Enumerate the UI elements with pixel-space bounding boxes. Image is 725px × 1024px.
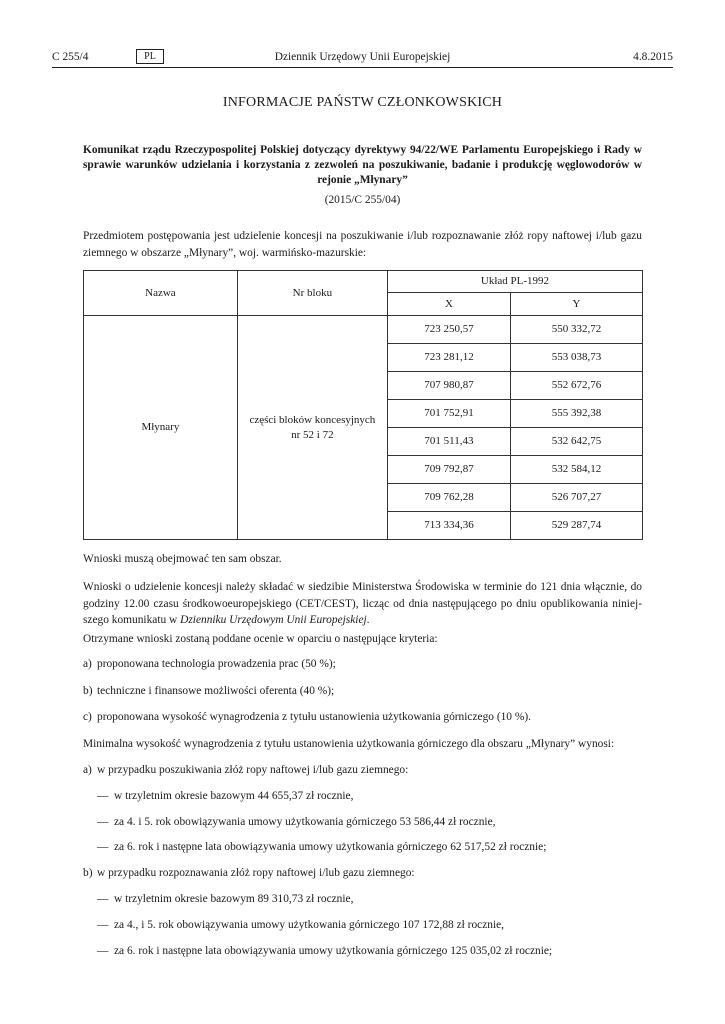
block-text-line2: nr 52 i 72 (291, 428, 334, 441)
remuneration-heading: w przypadku rozpoznawania złóż ropy naftowej i/lub gazu ziemnego: (97, 867, 415, 879)
list-marker: b) (83, 867, 93, 879)
criteria-intro: Otrzymane wnioski zostaną poddane ocenie w oparciu o następujące kryteria: (83, 633, 438, 645)
dash-marker: — (97, 945, 109, 957)
table-header-row (84, 271, 643, 293)
section-title: INFORMACJE PAŃSTW CZŁONKOWSKICH (222, 95, 503, 110)
block-cell (237, 316, 387, 540)
list-item (83, 710, 663, 725)
area-name-cell: Młynary (84, 316, 238, 540)
column-header-name: Nazwa (84, 271, 238, 316)
list-item (83, 657, 663, 672)
dash-marker: — (97, 816, 109, 828)
list-item (97, 789, 657, 804)
page-reference: C 255/4 (52, 51, 89, 63)
x-value-cell: 723 250,57 (387, 316, 510, 344)
list-marker: b) (83, 685, 93, 697)
criterion-text: techniczne i finansowe możliwości oferenta (40 %); (97, 685, 335, 697)
list-item (83, 763, 663, 778)
criterion-text: proponowana technologia prowadzenia prac (50 %); (97, 658, 336, 670)
remuneration-item: w trzyletnim okresie bazowym 44 655,37 zł rocznie, (114, 790, 354, 802)
dash-marker: — (97, 893, 109, 905)
list-item (97, 944, 657, 959)
x-value-cell: 701 752,91 (387, 400, 510, 428)
list-item (97, 840, 657, 855)
notice-reference: (2015/C 255/04) (324, 194, 401, 206)
y-value-cell: 552 672,76 (511, 372, 643, 400)
remuneration-item: za 6. rok i następne lata obowiązywania umowy użytkowania górniczego 62 517,52 zł rocznie; (114, 841, 547, 853)
coordinates-table (83, 270, 643, 540)
column-header-system: Układ PL-1992 (387, 271, 642, 293)
list-item (83, 866, 663, 881)
y-value-cell: 526 707,27 (511, 484, 643, 512)
criterion-text: proponowana wysokość wynagrodzenia z tytułu ustanowienia użytkowania górniczego (10 %). (97, 711, 531, 723)
table-row (84, 316, 643, 344)
dash-marker: — (97, 841, 109, 853)
journal-title: Dziennik Urzędowy Unii Europejskiej (274, 51, 451, 63)
list-item (97, 815, 657, 830)
language-badge: PL (136, 49, 164, 64)
list-marker: a) (83, 764, 92, 776)
x-value-cell: 707 980,87 (387, 372, 510, 400)
intro-paragraph: Przedmiotem postępowania jest udzielenie koncesji na poszukiwanie i/lub rozpoznawanie złóż ropy naftowej i/lub gazu ziemnego w obszarze „Młynary”, woj. warmińsko-mazurskie: (83, 230, 642, 259)
x-value-cell: 713 334,36 (387, 512, 510, 540)
dash-marker: — (97, 919, 109, 931)
y-value-cell: 553 038,73 (511, 344, 643, 372)
submission-paragraph (83, 579, 642, 629)
column-header-x: X (387, 293, 510, 316)
submission-text: Wnioski o udzielenie koncesji należy składać w siedzibie Ministerstwa Środowiska w terminie do 121 dnia włącznie, do godziny 12.00 czasu środkowoeuropejskiego (CET/CEST), licząc od dnia następującego po dniu opublikowania niniejszego komunikatu w (83, 581, 642, 627)
remuneration-item: za 4. i 5. rok obowiązywania umowy użytkowania górniczego 53 586,44 zł rocznie, (114, 816, 496, 828)
dash-marker: — (97, 790, 109, 802)
list-marker: c) (83, 711, 92, 723)
remuneration-item: za 4., i 5. rok obowiązywania umowy użytkowania górniczego 107 172,88 zł rocznie, (114, 919, 505, 931)
area-paragraph: Wnioski muszą obejmować ten sam obszar. (83, 553, 282, 565)
notice-title: Komunikat rządu Rzeczypospolitej Polskiej dotyczący dyrektywy 94/22/WE Parlamentu Europejskiego i Rady w sprawie warunków udzielania i korzystania z zezwoleń na poszukiwanie, badanie i produkcję węglowodorów w rejonie „Młynary” (83, 144, 642, 187)
column-header-block: Nr bloku (237, 271, 387, 316)
remuneration-intro: Minimalna wysokość wynagrodzenia z tytułu ustanowienia użytkowania górniczego dla obszaru „Młynary” wynosi: (83, 738, 615, 750)
list-marker: a) (83, 658, 92, 670)
y-value-cell: 550 332,72 (511, 316, 643, 344)
y-value-cell: 532 642,75 (511, 428, 643, 456)
publication-date: 4.8.2015 (633, 51, 673, 63)
column-header-y: Y (511, 293, 643, 316)
y-value-cell: 529 287,74 (511, 512, 643, 540)
x-value-cell: 709 792,87 (387, 456, 510, 484)
x-value-cell: 701 511,43 (387, 428, 510, 456)
remuneration-heading: w przypadku poszukiwania złóż ropy naftowej i/lub gazu ziemnego: (97, 764, 409, 776)
submission-end: . (366, 614, 370, 627)
list-item (97, 892, 657, 907)
x-value-cell: 709 762,28 (387, 484, 510, 512)
block-text-line1: części bloków koncesyjnych (249, 413, 376, 426)
list-item (83, 684, 663, 699)
header-divider (52, 67, 673, 68)
y-value-cell: 555 392,38 (511, 400, 643, 428)
x-value-cell: 723 281,12 (387, 344, 510, 372)
journal-name-italic: Dzienniku Urzędowym Unii Europejskiej (180, 614, 367, 627)
list-item (97, 918, 657, 933)
remuneration-item: za 6. rok i następne lata obowiązywania umowy użytkowania górniczego 125 035,02 zł rocznie; (114, 945, 553, 957)
remuneration-item: w trzyletnim okresie bazowym 89 310,73 zł rocznie, (114, 893, 354, 905)
y-value-cell: 532 584,12 (511, 456, 643, 484)
